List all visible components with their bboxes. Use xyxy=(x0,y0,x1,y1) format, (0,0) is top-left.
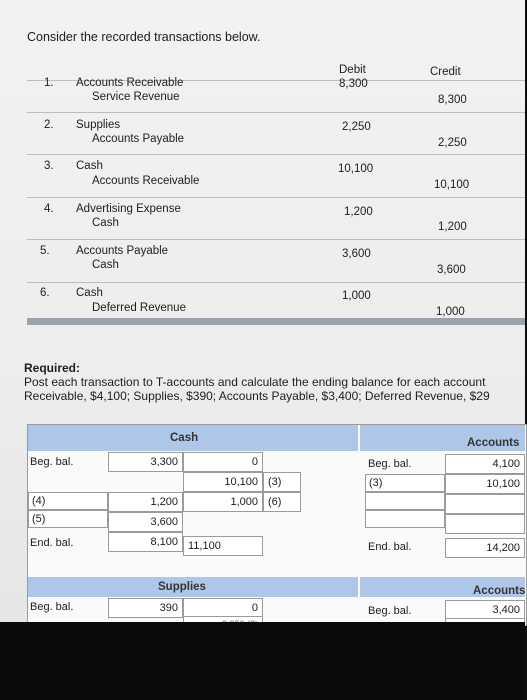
cash-debit-ref-cell[interactable]: (5) xyxy=(28,510,108,528)
credit-amount: 1,000 xyxy=(436,306,465,318)
credit-amount: 1,200 xyxy=(438,221,467,233)
row-divider xyxy=(27,239,525,240)
ar-beg-debit-cell[interactable]: 4,100 xyxy=(445,454,525,474)
row-divider xyxy=(27,282,525,283)
ar-empty-cell[interactable] xyxy=(445,494,525,514)
required-line-2: Receivable, $4,100; Supplies, $390; Accounts Payable, $3,400; Deferred Revenue, $29 xyxy=(24,389,490,403)
debit-amount: 1,000 xyxy=(342,290,371,302)
transaction-number: 1. xyxy=(44,77,54,89)
row-divider xyxy=(27,154,525,155)
debit-amount: 1,200 xyxy=(344,206,373,218)
cash-end-credit-cell[interactable]: 11,100 xyxy=(183,536,263,556)
credit-amount: 8,300 xyxy=(438,94,467,106)
end-bal-label: End. bal. xyxy=(30,537,74,549)
debit-header: Debit xyxy=(339,64,366,76)
credit-account: Accounts Receivable xyxy=(92,175,200,187)
required-title: Required: xyxy=(24,361,81,375)
credit-amount: 10,100 xyxy=(434,179,470,191)
cash-debit-cell[interactable]: 3,600 xyxy=(108,512,183,532)
row-divider xyxy=(27,112,525,113)
photo-dark-bottom-area xyxy=(0,622,525,700)
credit-account: Deferred Revenue xyxy=(92,302,186,314)
transaction-number: 5. xyxy=(40,245,50,257)
required-line-1: Post each transaction to T-accounts and calculate the ending balance for each account xyxy=(24,375,486,389)
supplies-beg-debit-cell[interactable]: 390 xyxy=(108,598,183,618)
required-instructions xyxy=(24,375,490,403)
supplies-credit-cell[interactable]: 0 xyxy=(183,598,263,618)
cash-debit-ref-cell[interactable]: (4) xyxy=(28,492,108,510)
end-bal-label: End. bal. xyxy=(368,541,412,553)
supplies-t-title: Supplies xyxy=(158,581,206,593)
transaction-number: 3. xyxy=(44,160,54,172)
transaction-number: 6. xyxy=(40,287,50,299)
cash-debit-cell[interactable]: 1,200 xyxy=(108,492,183,512)
debit-amount: 8,300 xyxy=(339,78,368,90)
cash-credit-cell[interactable]: 10,100 xyxy=(183,472,263,492)
cash-beg-debit-cell[interactable]: 3,300 xyxy=(108,452,183,472)
debit-account: Cash xyxy=(76,160,103,172)
transaction-number: 4. xyxy=(44,203,54,215)
debit-account: Accounts Receivable xyxy=(76,77,184,89)
credit-header: Credit xyxy=(430,66,461,78)
debit-amount: 10,100 xyxy=(338,163,374,175)
table-bottom-rule xyxy=(27,318,525,325)
ar-debit-cell[interactable]: 10,100 xyxy=(445,474,525,494)
cash-credit-cell[interactable]: 0 xyxy=(183,452,263,472)
cash-t-title: Cash xyxy=(170,432,199,444)
row-divider xyxy=(27,197,525,198)
credit-account: Cash xyxy=(92,217,119,229)
beg-bal-label: Beg. bal. xyxy=(368,605,412,617)
ar-t-title: Accounts xyxy=(467,437,520,449)
credit-account: Cash xyxy=(92,259,119,271)
cash-credit-ref-cell[interactable]: (6) xyxy=(263,492,301,512)
credit-amount: 2,250 xyxy=(438,137,467,149)
cash-credit-cell[interactable]: 1,000 xyxy=(183,492,263,512)
ar-end-balance-cell[interactable]: 14,200 xyxy=(445,538,525,558)
cash-credit-ref-cell[interactable]: (3) xyxy=(263,472,301,492)
transaction-number: 2. xyxy=(44,119,54,131)
debit-amount: 3,600 xyxy=(342,248,371,260)
debit-account: Accounts Payable xyxy=(76,245,169,257)
ar-empty-cell[interactable] xyxy=(365,492,445,510)
debit-account: Advertising Expense xyxy=(76,203,181,215)
debit-account: Cash xyxy=(76,287,103,299)
ar-empty-cell[interactable] xyxy=(445,514,525,534)
ap-beg-credit-cell[interactable]: 3,400 xyxy=(445,600,525,620)
beg-bal-label: Beg. bal. xyxy=(368,458,412,470)
credit-amount: 3,600 xyxy=(437,264,466,276)
debit-account: Supplies xyxy=(76,119,121,131)
credit-account: Service Revenue xyxy=(92,91,180,103)
credit-account: Accounts Payable xyxy=(92,133,185,145)
debit-amount: 2,250 xyxy=(342,121,371,133)
ar-empty-cell[interactable] xyxy=(365,510,445,528)
intro-text: Consider the recorded transactions below. xyxy=(27,30,261,44)
ar-ref-cell[interactable]: (3) xyxy=(365,474,445,492)
cash-end-debit-cell[interactable]: 8,100 xyxy=(108,532,183,552)
beg-bal-label: Beg. bal. xyxy=(30,456,74,468)
beg-bal-label: Beg. bal. xyxy=(30,601,74,613)
ap-t-title: Accounts xyxy=(473,585,526,597)
